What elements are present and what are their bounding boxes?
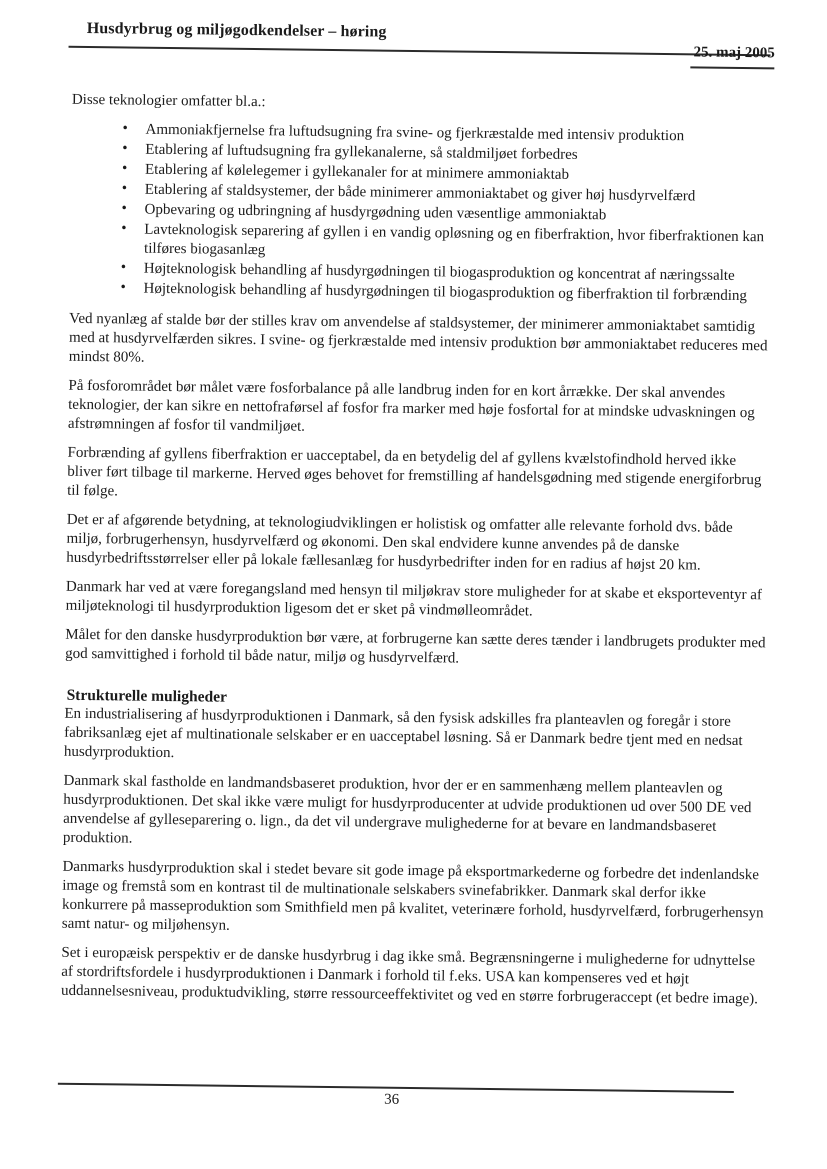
section-paragraph: Danmarks husdyrproduktion skal i stedet bevare sit gode image på eksportmarkederne og forbedre det indenlandske image og fremstå som en kontrast til de multinationale selskabers svinefabrikker. Danmark skal derfor ikke konkurrere på masseproduktion som Smithfield men på kvalitet, veterinære forhold, husdyrvelfærd, forbrugerhensyn samt natur- og miljøhensyn.	[61, 858, 764, 934]
bullet-item-text: Højteknologisk behandling af husdyrgødningen til biogasproduktion og koncentrat af næringssalte	[143, 260, 735, 284]
bullet-item-text: Højteknologisk behandling af husdyrgødningen til biogasproduktion og fiberfraktion til forbrænding	[143, 280, 748, 305]
page-header	[7, 0, 827, 62]
bullet-icon: •	[121, 220, 127, 237]
header-title: Husdyrbrug og miljøgodkendelser – høring	[86, 19, 387, 41]
intro-line: Disse teknologier omfatter bl.a.:	[71, 91, 266, 111]
bullet-icon: •	[120, 259, 127, 276]
bullet-icon: •	[121, 180, 128, 197]
header-date-rule	[690, 66, 774, 69]
bullet-list	[69, 120, 773, 307]
page-number: 36	[384, 1091, 400, 1108]
document-body	[61, 91, 774, 1020]
bullet-item-text: Opbevaring og udbringning af husdyrgødning uden væsentlige ammoniaktab	[144, 201, 607, 224]
body-paragraph: Det er af afgørende betydning, at teknologiudviklingen er holistisk og omfatter alle relevante forhold dvs. både miljø, forbrugerhensyn, husdyrvelfærd og økonomi. Den skal endvidere kunne anvendes på de danske husdyrbedriftsstørrelser eller på lokale fællesanlæg for husdyrbedrifter inden for en radius af højst 20 km.	[66, 511, 733, 574]
bullet-icon: •	[120, 279, 126, 296]
body-paragraph: Målet for den danske husdyrproduktion bør være, at forbrugerne kan sætte deres tænder i landbrugets produkter med god samvittighed i forhold til både natur, miljø og husdyrvelfærd.	[65, 626, 766, 667]
body-paragraph: Danmark har ved at være foregangsland med hensyn til miljøkrav store muligheder for at skabe et eksporteventyr af miljøteknologi til husdyrproduktion ligesom det er sket på vindmølleområdet.	[65, 578, 763, 620]
bullet-item-text: Etablering af staldsystemer, der både minimerer ammoniaktabet og giver høj husdyrvelfærd	[144, 181, 696, 205]
section-paragraph: En industrialisering af husdyrproduktionen i Danmark, så den fysisk adskilles fra planteavlen og foregår i store fabriksanlæg ejet af multinationale selskaber er en uacceptabel løsning. Så er Danmark bedre tjent med en nedsat husdyrproduktion.	[63, 705, 743, 762]
bullet-item-text: Etablering af luftudsugning fra gyllekanalerne, så staldmiljøet forbedres	[145, 141, 578, 163]
bullet-item-text: Etablering af kølelegemer i gyllekanaler for at minimere ammoniaktab	[144, 161, 570, 183]
header-rule	[69, 46, 771, 57]
bullet-icon: •	[122, 120, 128, 137]
header-date: 25. maj 2005	[693, 44, 775, 62]
bullet-item-text: Ammoniakfjernelse fra luftudsugning fra svine- og fjerkræstalde med intensiv produktion	[145, 121, 685, 145]
bullet-icon: •	[122, 140, 128, 157]
section-paragraph: Set i europæisk perspektiv er de danske husdyrbrug i dag ikke små. Begrænsningerne i mulighederne for udnyttelse af stordriftsfordele i husdyrproduktionen i Danmark i forhold til f.eks. USA kan kompenseres ved et højt uddannelsesniveau, produktudvikling, større ressourceeffektivitet og ved en større forbrugeraccept (et bedre image).	[60, 944, 759, 1008]
body-paragraph: Forbrænding af gyllens fiberfraktion er uacceptabel, da en betydelig del af gyllens kvælstofindhold herved ikke bliver ført tilbage til markerne. Herved øges behovet for fremstilling af handelsgødning med stigende energiforbrug til følge.	[67, 444, 762, 500]
section-heading: Strukturelle muligheder	[66, 686, 228, 706]
body-paragraph: Ved nyanlæg af stalde bør der stilles krav om anvendelse af staldsystemer, der minimerer ammoniaktabet samtidig med at husdyrvelfærden sikres. I svine- og fjerkræstalde med intensiv produktion bør ammoniaktabet reduceres med mindst 80%.	[68, 310, 768, 366]
bullet-icon: •	[121, 160, 128, 177]
bullet-icon: •	[121, 200, 127, 217]
body-paragraph: På fosforområdet bør målet være fosforbalance på alle landbrug inden for en kort årrække. Der skal anvendes teknologier, der kan sikre en nettofraførsel af fosfor fra marker med høje fosfortal for at mindske udvaskningen og afstrømningen af fosfor til vandmiljøet.	[67, 377, 755, 435]
section-paragraph: Danmark skal fastholde en landmandsbaseret produktion, hvor der er en sammenhæng mellem planteavlen og husdyrproduktionen. Det skal ikke være muligt for husdyrproducenter at udvide produktionen ud over 500 DE ved anvendelse af gylleseparering o. lign., da det vil undergrave mulighederne for at bevare en landmandsbaseret produktion.	[62, 772, 752, 847]
bullet-item-text: Lavteknologisk separering af gyllen i en vandig opløsning og en fiberfraktion, hvor fiberfraktionen kan tilføres biogasanlæg	[143, 221, 765, 259]
